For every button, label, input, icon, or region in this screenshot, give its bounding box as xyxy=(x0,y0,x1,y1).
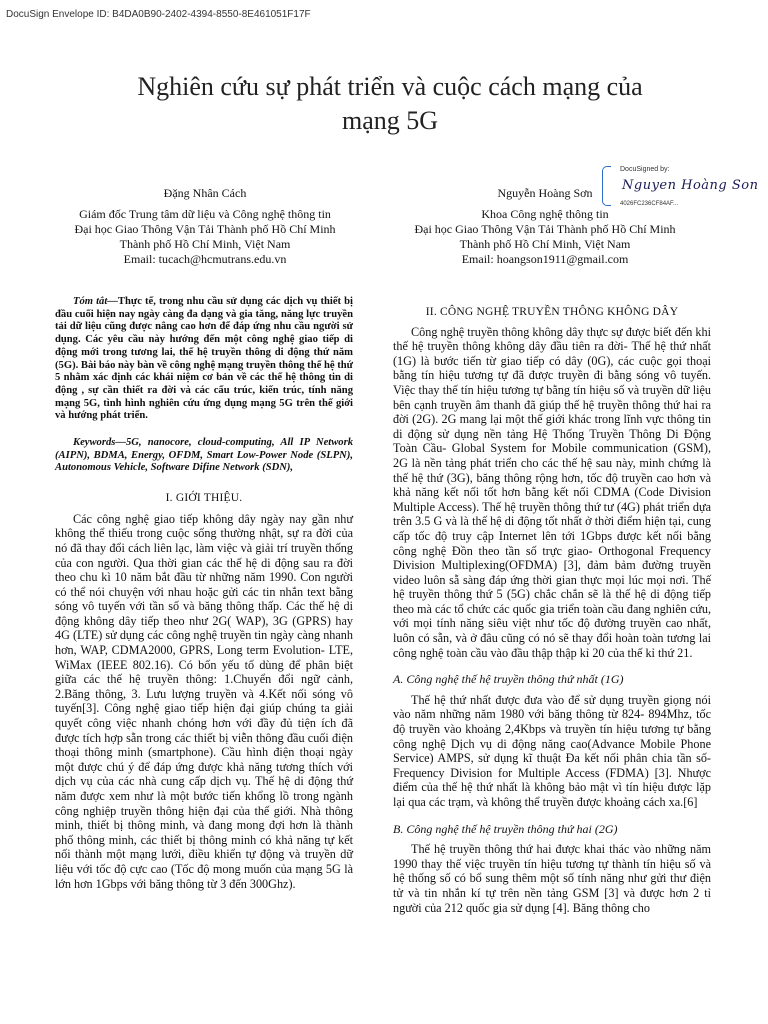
author-affiliation: Giám đốc Trung tâm dữ liệu và Công nghệ thông tin xyxy=(79,207,331,221)
author-email: Email: hoangson1911@gmail.com xyxy=(461,252,629,266)
left-column xyxy=(55,296,353,891)
signature-header: DocuSigned by: xyxy=(620,166,670,173)
author-affiliation: Khoa Công nghệ thông tin xyxy=(481,207,609,221)
author-university: Đại học Giao Thông Vận Tải Thành phố Hồ Chí Minh xyxy=(74,222,336,236)
right-column xyxy=(393,305,711,915)
signature-hash: 4026FC236CF84AF... xyxy=(620,201,679,207)
subsection-1g-paragraph: Thế hệ thứ nhất được đưa vào để sử dụng truyền giọng nói vào năm những năm 1980 với băng thông từ 824- 894Mhz, tốc độ truyền vào khoảng 2,4Kbps và truyền tín hiệu tương tự bằng công nghệ Dịch vụ di động năng cao(Advance Mobile Phone Service) AMPS, sử dụng kĩ thuật Đa kết nối phân chia tần số-Frequency Division for Multiple Access (FDMA) [3]. Nhược điểm của thế hệ thứ nhất là không bảo mật vì tín hiệu được lặp lại qua các trạm, và không thể truyền được khoảng cách xa.[6] xyxy=(393,692,711,809)
keywords: Keywords—5G, nanocore, cloud-computing, All IP Network (AIPN), BDMA, Energy, OFDM, Smart Low-Power Node (SLPN), Autonomous Vehicle, Software Difine Network (SDN), xyxy=(55,437,353,474)
section-heading-introduction: I. GIỚI THIỆU. xyxy=(165,492,243,505)
signature-script: Nguyen Hoàng Son xyxy=(622,178,759,193)
subsection-2g-paragraph: Thế hệ truyền thông thứ hai được khai thác vào những năm 1990 thay thế việc truyền tín hiệu tương tự thành tín hiệu số và hệ thống số có bổ sung thêm một số tính năng như gửi thư điện tử và tin nhắn kí tự trên nền tảng GSM [3] và được hơn 2 tỉ người của 212 quốc gia sử dụng [4]. Băng thông cho xyxy=(393,842,711,915)
author-name: Đặng Nhân Cách xyxy=(163,186,247,200)
docusign-signature-stamp xyxy=(602,158,768,218)
title-line-2: mạng 5G xyxy=(341,106,439,135)
paper-title xyxy=(60,70,720,138)
docusign-envelope-id: DocuSign Envelope ID: B4DA0B90-2402-4394-8550-8E461051F17F xyxy=(6,9,311,20)
signature-frame xyxy=(602,166,611,206)
abstract-lead: Tóm tắt xyxy=(73,296,108,307)
author-university: Đại học Giao Thông Vận Tải Thành phố Hồ Chí Minh xyxy=(414,222,676,236)
wireless-paragraph: Công nghệ truyền thông không dây thực sự được biết đến khi thế hệ truyền thông không dây đầu tiên ra đời- Thế hệ thứ nhất (1G) là bước tiến từ giao tiếp có dây (0G), các cuộc gọi thoại bằng tín hiệu tương tự đã được truyền đi bằng sóng vô tuyến. Việc thay thế tín hiệu tương tự bằng tín hiệu số và truyền dữ liệu bên cạnh truyền âm thanh đã giúp thế hệ truyền thông thứ hai ra đời (2G). 2G mang lại một thế giới khác trong lĩnh vực thông tin di động sử dụng nền tảng Hệ Thống Truyền Thông Di Động Toàn Cầu- Global System for Mobile communication (GSM), 2G là nền tảng phát triển cho các thế hệ sau này, minh chứng là thế hệ thứ (3G), băng thông rộng hơn, tốc độ truyền cao hơn và khả năng kết nối tốt hơn bằng kết nối CDMA (Code Division Multiple Access). Thế hệ truyền thông thứ tư (4G) phát triển dựa trên 3.5 G và là thế hệ di động tốt nhất ở thời điểm hiện tại, cung cấp tốc độ truy cập Internet lên tới 1Gbps được kết nối bằng công nghệ Đồn theo tần số trực giao- Orthogonal Frequency Division Multiplexing(OFDMA) [3], đảm bảm đường truyền video luôn sẵ sàng đáp ứng thời gian thực mọi lúc mọi nơi. Thế hệ truyền thông thứ 5 (5G) chắc chắn sẽ là thế hệ di động tiếp theo mà các tổ chức các quốc gia triển toàn cầu đang nghiên cứu, với mọi tính năng siêu việt như tốc độ đường truyền cao nhất, luôn có sẵn, và ở đâu cũng có nó sẽ thay đổi hoàn toàn tương lai công nghệ toàn cầu vào đầu thập thập kỉ 20 của thế kỉ thứ 21. xyxy=(393,324,711,660)
author-location: Thành phố Hồ Chí Minh, Việt Nam xyxy=(459,237,631,251)
author-name: Nguyễn Hoàng Sơn xyxy=(497,186,593,200)
subsection-heading-2g: B. Công nghệ thế hệ truyền thông thứ hai (2G) xyxy=(393,821,618,836)
author-location: Thành phố Hồ Chí Minh, Việt Nam xyxy=(119,237,291,251)
author-block-1 xyxy=(55,186,355,267)
subsection-heading-1g: A. Công nghệ thế hệ truyền thông thứ nhất (1G) xyxy=(393,672,624,687)
title-line-1: Nghiên cứu sự phát triển và cuộc cách mạng của xyxy=(137,72,643,101)
introduction-paragraph: Các công nghệ giao tiếp không dây ngày nay gần như không thể thiếu trong cuộc sống thường nhật, sự ra đời của nó đã thay đổi cách liên lạc, làm việc và giải trí truyền thống của con người. Qua thời gian các thế hệ di động sau ra đời theo chu kì 10 năm bắt đầu từ những năm 1990. Con người có thể nói chuyện với nhau hoặc gửi các tin nhắn text bằng sóng vô tuyến với tần số và băng thông thấp. Các thế hệ di động không dây tiếp theo như 2G( WAP), 3G (GPRS) hay 4G (LTE) sử dụng các công nghệ truyền tin ngày càng nhanh hơn, WAP, CDMA2000, GPRS, Long term Evolution- LTE, WiMax (IEEE 802.16). Có bốn yếu tố dùng để phân biệt giữa các thế hệ truyền thông: 1.Chuyển đổi ngữ cảnh, 2.Băng thông, 3. Lưu lượng truyền và 4.Kết nối sóng vô tuyến[3]. Công nghệ giao tiếp hiện đại giúp chúng ta giải quyết công việc nhanh chóng hơn với đầy đủ tiện ích đã được tích hợp sẵn trong các thiết bị viễn thông đầu cuối điện thoại thông minh (smartphone). Cầu hình điện thoại ngày một được chú ý để đáp ứng được khả năng tương thích với dịch vụ của các nhà cung cấp dịch vụ. Thế hệ di động thứ năm được xem như là một bước tiến khổng lồ trong ngành công nghiệp truyền thông hiện đại của thế giới. Nhà thông minh, thiết bị thông minh, và đang mong đợi hơn là thành phố thông minh, các thiết bị thông minh có khả năng tự kết nối thành một mạng lưới, điều khiển tự động và truyền dữ liệu với tốc độ cực cao (Tốc độ mong muốn của mạng 5G là lớn hơn 1Gbps với băng thông từ 3 đến 300Ghz). xyxy=(55,511,353,891)
author-email: Email: tucach@hcmutrans.edu.vn xyxy=(123,252,287,266)
abstract-text: —Thực tế, trong nhu cầu sử dụng các dịch vụ thiết bị đầu cuối hiện nay ngày càng đa dạng và gia tăng, năng lực truyền tải dữ liệu cũng được nâng cao hơn để đáp ứng nhu cầu người sử dụng. Các yêu cầu này hướng đến một công nghệ giao tiếp di động mới trong tương lai, thế hệ truyền thông di động thứ năm (5G). Bài báo này bàn về công nghệ mạng truyền thông thế hệ thứ 5 nhằm xác định các khái niệm cơ bản về các thế hệ thông tin di động , sự cần thiết ra đời và các cấu trúc, kiến trúc, tính năng mạng 5G, tình hình nghiên cứu ứng dụng mạng 5G trên thế giới và hướng phát triển. xyxy=(55,296,353,422)
abstract xyxy=(55,296,353,423)
section-heading-wireless: II. CÔNG NGHỆ TRUYỀN THÔNG KHÔNG DÂY xyxy=(425,306,679,318)
